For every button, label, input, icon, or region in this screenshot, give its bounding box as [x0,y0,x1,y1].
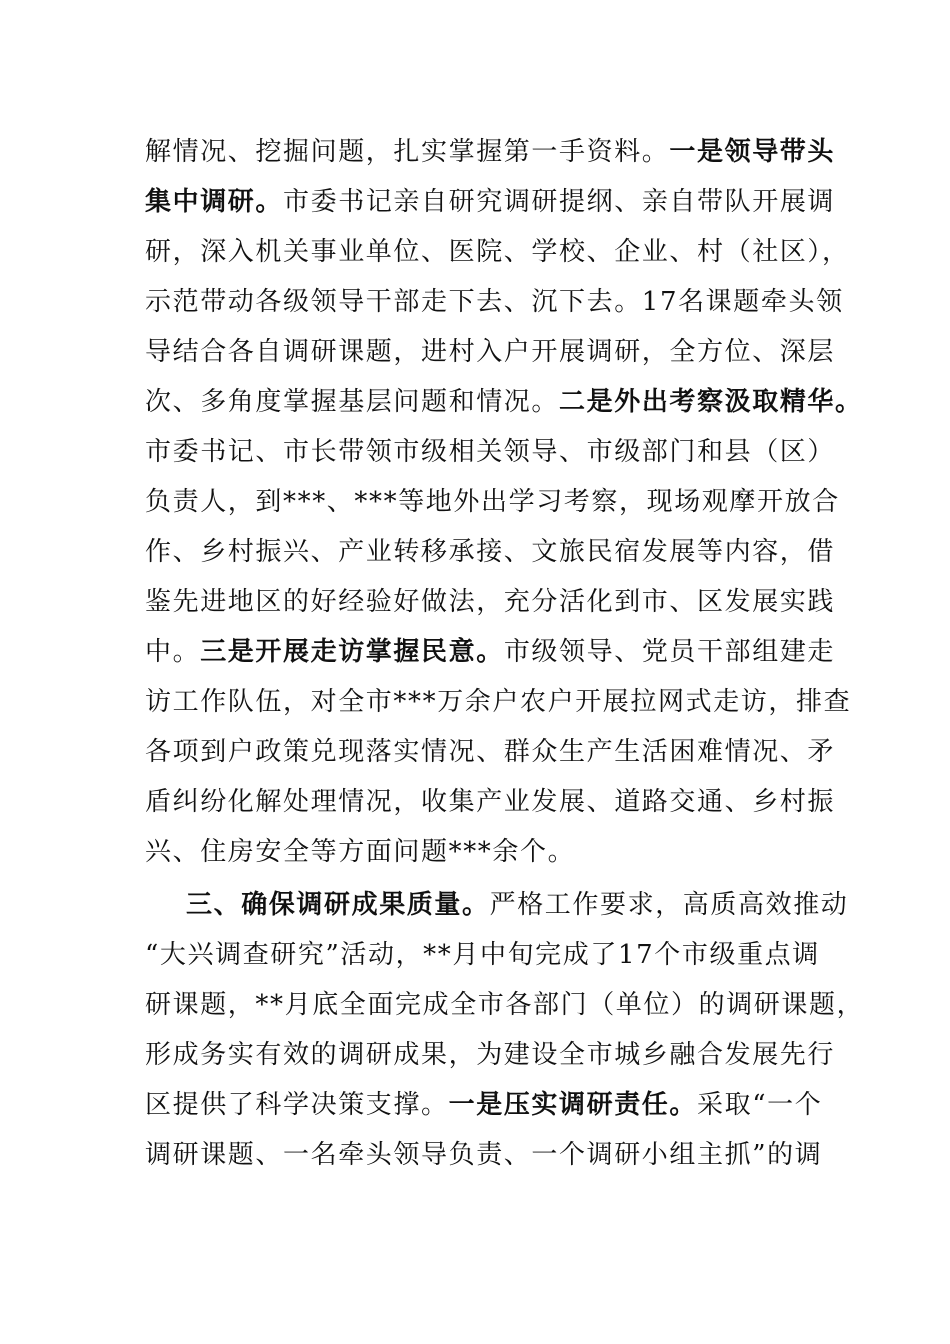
text-line [145,1030,836,1080]
text-line [145,527,836,577]
body-text: 盾纠纷化解处理情况，收集产业发展、道路交通、乡村振 [145,787,836,817]
text-line [186,880,849,930]
text-line [145,727,836,777]
body-text: 导结合各自调研课题，进村入户开展调研，全方位、深层 [145,337,836,367]
body-text: 区提供了科学决策支撑。 [145,1090,449,1120]
bold-heading-text: 三是开展走访掌握民意。 [200,637,504,667]
text-line [145,627,836,677]
body-text: 解情况、挖掘问题，扎实掌握第一手资料。 [145,137,670,167]
text-line [145,1080,823,1130]
text-line [145,377,863,427]
body-text: 次、多角度掌握基层问题和情况。 [145,387,560,417]
text-line [145,577,836,627]
text-line [145,277,844,327]
bold-heading-text: 集中调研。 [145,187,284,217]
text-line [145,930,820,980]
text-line [145,177,836,227]
body-text: 兴、住房安全等方面问题***余个。 [145,837,576,867]
body-text: 作、乡村振兴、产业转移承接、文旅民宿发展等内容，借 [145,537,836,567]
text-line [145,980,865,1030]
text-line [145,427,836,477]
body-text: 鉴先进地区的好经验好做法，充分活化到市、区发展实践 [145,587,836,617]
body-text: 中。 [145,637,201,667]
body-text: 负责人，到***、***等地外出学习考察，现场观摩开放合 [145,487,840,517]
text-line [145,777,836,827]
text-line [145,327,836,377]
bold-heading-text: 三、确保调研成果质量。 [186,890,490,920]
body-text: 严格工作要求，高质高效推动 [489,890,849,920]
body-text: 市级领导、党员干部组建走 [503,637,836,667]
bold-heading-text: 一是领导带头 [669,137,836,167]
body-text: 研课题，**月底全面完成全市各部门（单位）的调研课题， [145,990,865,1020]
body-text: 形成务实有效的调研成果，为建设全市城乡融合发展先行 [145,1040,836,1070]
body-text: 调研课题、一名牵头领导负责、一个调研小组主抓”的调 [145,1140,823,1170]
body-text: 各项到户政策兑现落实情况、群众生产生活困难情况、矛 [145,737,836,767]
body-text: “大兴调查研究”活动，**月中旬完成了17个市级重点调 [145,940,820,970]
text-line [145,677,852,727]
text-line [145,477,840,527]
text-line [145,127,836,177]
text-line [145,227,850,277]
bold-heading-text: 一是压实调研责任。 [448,1090,698,1120]
body-text: 示范带动各级领导干部走下去、沉下去。17名课题牵头领 [145,287,844,317]
text-line [145,827,805,877]
bold-heading-text: 二是外出考察汲取精华。 [559,387,863,417]
body-text: 采取“一个 [697,1090,823,1120]
body-text: 研，深入机关事业单位、医院、学校、企业、村（社区）， [145,237,850,267]
text-line [145,1130,823,1180]
body-text: 市委书记亲自研究调研提纲、亲自带队开展调 [283,187,836,217]
body-text: 访工作队伍，对全市***万余户农户开展拉网式走访，排查 [145,687,852,717]
body-text: 市委书记、市长带领市级相关领导、市级部门和县（区） [145,437,836,467]
